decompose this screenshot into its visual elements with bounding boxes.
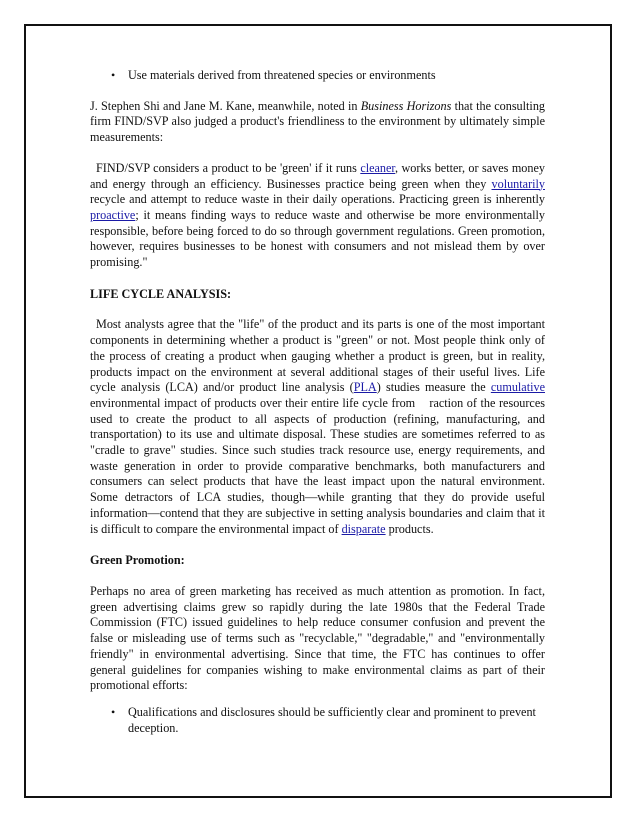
document-body <box>90 68 549 736</box>
list-item <box>111 68 545 84</box>
paragraph-findsvp: FIND/SVP considers a product to be 'green' if it runs cleaner, works better, or saves money and energy through an efficiency. Businesses practice being green when they voluntarily recycle and attempt to reduce waste in their daily operations. Practicing green is inherently proactive; it means finding ways to reduce waste and otherwise be more environmentally responsible, before being forced to do so through government regulations. Green promotion, however, requires businesses to be honest with consumers and not mislead them by over promising." <box>90 160 545 270</box>
paragraph-shi-kane: J. Stephen Shi and Jane M. Kane, meanwhile, noted in Business Horizons that the consulting firm FIND/SVP also judged a product's friendliness to the environment by ultimately simple measurements: <box>90 98 546 145</box>
bullet-text: Qualifications and disclosures should be sufficiently clear and prominent to prevent deception. <box>128 704 536 735</box>
publication-title: Business Horizons <box>360 98 452 113</box>
paragraph-green-promotion: Perhaps no area of green marketing has received as much attention as promotion. In fact, green advertising claims grew so rapidly during the late 1980s that the Federal Trade Commission (FTC) issued guidelines to help reduce consumer confusion and prevent the false or misleading use of terms such as "recyclable," "degradable," and "environmentally friendly" in environmental advertising. Since that time, the FTC has continues to offer general guidelines for companies wishing to make environmental claims as part of their promotional efforts: <box>90 583 545 693</box>
link-voluntarily[interactable]: voluntarily <box>491 176 545 191</box>
list-item <box>111 705 545 736</box>
bullet-icon: • <box>111 704 116 719</box>
heading-green-promotion: Green Promotion: <box>90 553 185 568</box>
heading-life-cycle-analysis: LIFE CYCLE ANALYSIS: <box>90 286 232 301</box>
link-disparate[interactable]: disparate <box>341 521 386 536</box>
bullet-icon: • <box>111 68 116 82</box>
link-cleaner[interactable]: cleaner <box>360 160 395 175</box>
paragraph-lca: Most analysts agree that the "life" of the product and its parts is one of the most important components in determining whether a product is "green" or not. Most people think only of the process of creating a product when gauging whether a product is green, but in reality, products impact on the environment at several additional stages of their useful lives. Life cycle analysis (LCA) and/or product line analysis (PLA) studies measure the cumulative environmental impact of products over their entire life cycle from raction of the resources used to create the product to all aspects of production (refining, manufacturing, and transportation) to its use and ultimate disposal. These studies are sometimes referred to as "cradle to grave" studies. Since such studies track resource use, energy requirements, and waste generation in order to provide comparative benchmarks, both manufacturers and consumers can select products that have the least impact upon the natural environment. Some detractors of LCA studies, though—while granting that they do provide useful information—contend that they are subjective in setting analysis boundaries and claim that it is difficult to compare the environmental impact of disparate products. <box>90 317 549 536</box>
link-proactive[interactable]: proactive <box>90 207 136 222</box>
link-cumulative[interactable]: cumulative <box>490 380 545 395</box>
bullet-text: Use materials derived from threatened species or environments <box>128 68 436 82</box>
link-pla[interactable]: PLA <box>353 380 377 395</box>
